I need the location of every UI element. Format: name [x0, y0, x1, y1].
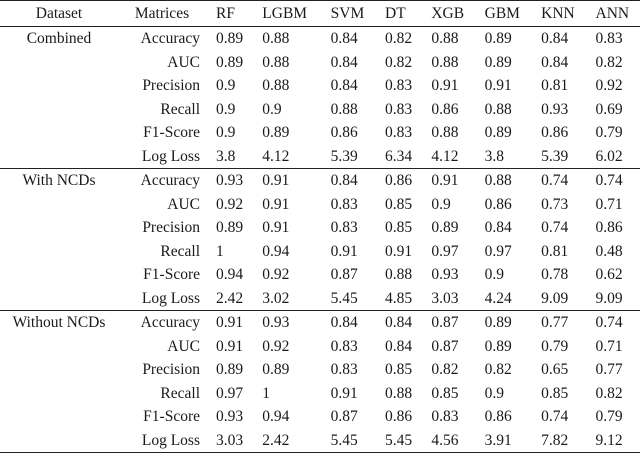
value-cell-gbm: 0.9	[484, 384, 504, 402]
value-cell-knn: 0.86	[541, 124, 569, 141]
value-cell-xgb: 3.03	[431, 289, 459, 307]
value-cell-xgb: 0.85	[431, 384, 459, 402]
value-cell-knn: 0.77	[541, 314, 569, 331]
value-cell-dt: 0.86	[385, 172, 413, 189]
value-cell-svm: 0.83	[330, 195, 358, 213]
value-cell-rf: 2.42	[216, 289, 244, 307]
value-cell-svm: 0.83	[330, 219, 358, 236]
metric-cell: Precision	[142, 219, 200, 236]
dataset-cell: With NCDs	[22, 172, 96, 189]
value-cell-rf: 0.93	[216, 172, 244, 189]
value-cell-gbm: 0.82	[484, 361, 512, 378]
value-cell-dt: 0.88	[385, 266, 413, 283]
value-cell-rf: 0.92	[216, 195, 244, 213]
value-cell-svm: 0.84	[330, 77, 358, 94]
value-cell-rf: 0.89	[216, 53, 244, 71]
value-cell-gbm: 0.88	[484, 172, 512, 189]
value-cell-rf: 0.94	[216, 266, 244, 283]
value-cell-svm: 5.39	[330, 147, 358, 165]
value-cell-ann: 6.02	[595, 147, 623, 165]
value-cell-xgb: 0.88	[431, 124, 459, 141]
value-cell-svm: 0.84	[330, 172, 358, 189]
value-cell-xgb: 0.91	[431, 77, 459, 94]
header-gbm: GBM	[484, 5, 520, 22]
value-cell-xgb: 0.91	[431, 172, 459, 189]
metric-cell: AUC	[167, 53, 200, 71]
value-cell-dt: 6.34	[385, 147, 413, 165]
value-cell-gbm: 0.89	[484, 53, 512, 71]
value-cell-knn: 0.85	[541, 384, 569, 402]
value-cell-knn: 5.39	[541, 147, 569, 165]
value-cell-svm: 5.45	[330, 289, 358, 307]
dataset-cell: Without NCDs	[12, 314, 106, 331]
value-cell-ann: 0.79	[595, 124, 623, 141]
value-cell-dt: 0.83	[385, 100, 413, 118]
value-cell-lgbm: 0.88	[262, 77, 290, 94]
dataset-group	[0, 169, 640, 311]
header-lgbm: LGBM	[262, 5, 308, 22]
value-cell-lgbm: 0.89	[262, 124, 290, 141]
value-cell-dt: 0.91	[385, 242, 413, 260]
metric-cell: Accuracy	[140, 172, 200, 189]
value-cell-rf: 0.91	[216, 314, 244, 331]
value-cell-xgb: 0.82	[431, 361, 459, 378]
value-cell-lgbm: 0.91	[262, 195, 290, 213]
metric-cell: Log Loss	[141, 147, 200, 165]
value-cell-ann: 0.74	[595, 314, 623, 331]
value-cell-lgbm: 0.9	[262, 100, 282, 118]
value-cell-knn: 0.84	[541, 53, 569, 71]
metric-cell: F1-Score	[143, 408, 200, 425]
value-cell-rf: 0.91	[216, 337, 244, 355]
value-cell-ann: 9.12	[595, 431, 623, 449]
value-cell-rf: 0.97	[216, 384, 244, 402]
value-cell-lgbm: 3.02	[262, 289, 290, 307]
value-cell-svm: 5.45	[330, 431, 358, 449]
value-cell-ann: 0.83	[595, 30, 623, 47]
header-matrices: Matrices	[134, 5, 190, 22]
value-cell-svm: 0.83	[330, 337, 358, 355]
value-cell-dt: 0.85	[385, 195, 413, 213]
value-cell-ann: 0.79	[595, 408, 623, 425]
value-cell-rf: 0.89	[216, 30, 244, 47]
value-cell-svm: 0.88	[330, 100, 358, 118]
header-knn: KNN	[541, 5, 575, 22]
value-cell-xgb: 0.93	[431, 266, 459, 283]
dataset-group	[0, 27, 640, 169]
metric-cell: Recall	[160, 384, 200, 402]
value-cell-gbm: 0.84	[484, 219, 512, 236]
header-dataset: Dataset	[35, 5, 83, 22]
metric-cell: Log Loss	[141, 431, 200, 449]
value-cell-svm: 0.86	[330, 124, 358, 141]
value-cell-rf: 3.8	[216, 147, 236, 165]
value-cell-svm: 0.87	[330, 408, 358, 425]
value-cell-gbm: 0.86	[484, 408, 512, 425]
value-cell-knn: 0.79	[541, 337, 569, 355]
value-cell-ann: 0.71	[595, 195, 623, 213]
value-cell-svm: 0.91	[330, 242, 358, 260]
value-cell-dt: 0.86	[385, 408, 413, 425]
value-cell-knn: 7.82	[541, 431, 569, 449]
value-cell-knn: 0.74	[541, 219, 569, 236]
value-cell-dt: 4.85	[385, 289, 413, 307]
value-cell-rf: 0.89	[216, 361, 244, 378]
metric-cell: Accuracy	[140, 30, 200, 47]
value-cell-lgbm: 0.88	[262, 53, 290, 71]
value-cell-rf: 0.89	[216, 219, 244, 236]
metric-cell: AUC	[167, 195, 200, 213]
value-cell-knn: 0.74	[541, 408, 569, 425]
header-ann: ANN	[595, 5, 630, 22]
metric-cell: F1-Score	[143, 124, 200, 141]
value-cell-knn: 0.81	[541, 77, 569, 94]
value-cell-xgb: 0.88	[431, 53, 459, 71]
header-dt: DT	[385, 5, 406, 22]
value-cell-gbm: 0.88	[484, 100, 512, 118]
value-cell-lgbm: 0.93	[262, 314, 290, 331]
table-row	[0, 27, 640, 51]
value-cell-lgbm: 0.91	[262, 219, 290, 236]
dataset-group	[0, 311, 640, 453]
value-cell-knn: 0.73	[541, 195, 569, 213]
value-cell-gbm: 0.91	[484, 77, 512, 94]
value-cell-gbm: 0.89	[484, 314, 512, 331]
value-cell-knn: 0.93	[541, 100, 569, 118]
metric-cell: Precision	[142, 77, 200, 94]
value-cell-rf: 0.93	[216, 408, 244, 425]
value-cell-lgbm: 0.88	[262, 30, 290, 47]
value-cell-rf: 1	[216, 242, 224, 260]
value-cell-dt: 0.88	[385, 384, 413, 402]
value-cell-gbm: 0.9	[484, 266, 504, 283]
value-cell-dt: 0.83	[385, 124, 413, 141]
value-cell-xgb: 0.83	[431, 408, 459, 425]
value-cell-xgb: 0.89	[431, 219, 459, 236]
value-cell-svm: 0.87	[330, 266, 358, 283]
table-row	[0, 311, 640, 335]
value-cell-gbm: 4.24	[484, 289, 512, 307]
header-row	[0, 1, 640, 27]
value-cell-dt: 5.45	[385, 431, 413, 449]
value-cell-xgb: 0.87	[431, 337, 459, 355]
value-cell-ann: 0.92	[595, 77, 623, 94]
value-cell-lgbm: 1	[262, 384, 271, 402]
metric-cell: F1-Score	[143, 266, 200, 283]
value-cell-lgbm: 0.91	[262, 172, 290, 189]
value-cell-ann: 0.86	[595, 219, 623, 236]
value-cell-gbm: 0.89	[484, 337, 512, 355]
value-cell-ann: 0.82	[595, 53, 623, 71]
value-cell-rf: 0.9	[216, 77, 236, 94]
value-cell-lgbm: 0.89	[262, 361, 290, 378]
value-cell-lgbm: 4.12	[262, 147, 290, 165]
value-cell-svm: 0.91	[330, 384, 358, 402]
value-cell-ann: 9.09	[595, 289, 623, 307]
value-cell-lgbm: 0.92	[262, 337, 290, 355]
value-cell-gbm: 3.8	[484, 147, 504, 165]
header-rf: RF	[216, 5, 235, 22]
value-cell-lgbm: 2.42	[262, 431, 290, 449]
value-cell-svm: 0.84	[330, 314, 358, 331]
value-cell-ann: 0.82	[595, 384, 623, 402]
metric-cell: Accuracy	[140, 314, 200, 331]
value-cell-rf: 3.03	[216, 431, 244, 449]
value-cell-dt: 0.85	[385, 361, 413, 378]
value-cell-knn: 0.84	[541, 30, 569, 47]
value-cell-knn: 0.81	[541, 242, 569, 260]
value-cell-xgb: 0.88	[431, 30, 459, 47]
value-cell-gbm: 0.86	[484, 195, 512, 213]
metric-cell: Log Loss	[141, 289, 200, 307]
value-cell-ann: 0.71	[595, 337, 623, 355]
value-cell-gbm: 3.91	[484, 431, 512, 449]
value-cell-gbm: 0.97	[484, 242, 512, 260]
metric-cell: Recall	[160, 242, 200, 260]
value-cell-ann: 0.48	[595, 242, 623, 260]
value-cell-xgb: 0.9	[431, 195, 451, 213]
value-cell-svm: 0.83	[330, 361, 358, 378]
value-cell-dt: 0.82	[385, 53, 413, 71]
value-cell-xgb: 0.87	[431, 314, 459, 331]
value-cell-dt: 0.84	[385, 314, 413, 331]
value-cell-knn: 0.65	[541, 361, 569, 378]
value-cell-knn: 0.74	[541, 172, 569, 189]
value-cell-gbm: 0.89	[484, 30, 512, 47]
value-cell-knn: 9.09	[541, 289, 569, 307]
value-cell-xgb: 0.86	[431, 100, 459, 118]
header-svm: SVM	[330, 5, 365, 22]
value-cell-xgb: 0.97	[431, 242, 459, 260]
value-cell-lgbm: 0.94	[262, 408, 290, 425]
value-cell-dt: 0.84	[385, 337, 413, 355]
value-cell-lgbm: 0.92	[262, 266, 290, 283]
value-cell-svm: 0.84	[330, 30, 358, 47]
value-cell-xgb: 4.56	[431, 431, 459, 449]
table-row	[0, 169, 640, 193]
value-cell-dt: 0.82	[385, 30, 413, 47]
value-cell-gbm: 0.89	[484, 124, 512, 141]
metric-cell: Recall	[160, 100, 200, 118]
header-xgb: XGB	[431, 5, 465, 22]
value-cell-ann: 0.77	[595, 361, 623, 378]
value-cell-dt: 0.85	[385, 219, 413, 236]
dataset-cell: Combined	[26, 30, 92, 47]
value-cell-dt: 0.83	[385, 77, 413, 94]
value-cell-xgb: 4.12	[431, 147, 459, 165]
value-cell-ann: 0.69	[595, 100, 623, 118]
value-cell-rf: 0.9	[216, 100, 236, 118]
value-cell-knn: 0.78	[541, 266, 569, 283]
value-cell-lgbm: 0.94	[262, 242, 290, 260]
value-cell-ann: 0.74	[595, 172, 623, 189]
metric-cell: AUC	[167, 337, 200, 355]
value-cell-ann: 0.62	[595, 266, 623, 283]
metric-cell: Precision	[142, 361, 200, 378]
value-cell-rf: 0.9	[216, 124, 236, 141]
value-cell-svm: 0.84	[330, 53, 358, 71]
